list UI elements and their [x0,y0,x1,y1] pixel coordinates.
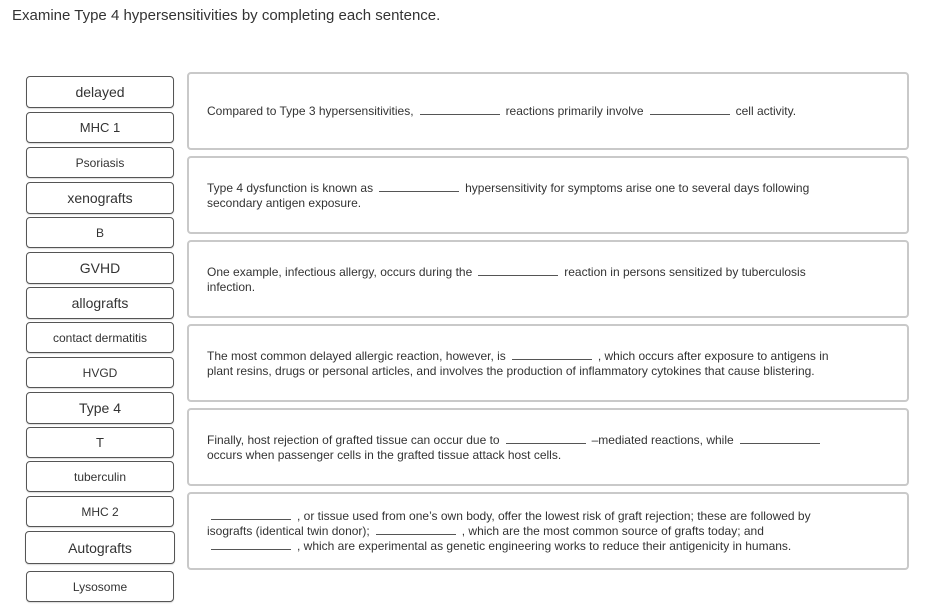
answer-blank[interactable] [379,181,459,192]
answer-blank[interactable] [506,433,586,444]
sentence-2: Type 4 dysfunction is known as hypersensitivity for symptoms arise one to several days following secondary antigen exposure. [207,181,810,210]
sentence-panel-6 [187,492,909,570]
sentence-3: One example, infectious allergy, occurs during the reaction in persons sensitized by tuberculosis infection. [207,265,806,294]
answer-blank[interactable] [650,104,730,115]
sentence-5: Finally, host rejection of grafted tissue can occur due to –mediated reactions, whileoccurs when passenger cells in the grafted tissue attack host cells. [207,433,847,463]
sentence-6: , or tissue used from one’s own body, offer the lowest risk of graft rejection; these are followed by isografts (identical twin donor); , which are the most common source of grafts today; and, which are experimental as genetic engineering works to reduce their antigenicity in humans. [207,509,811,553]
word-chip-xenografts[interactable]: xenografts [26,182,174,214]
sentence-panel-2 [187,156,909,234]
sentence-1: Compared to Type 3 hypersensitivities, reactions primarily involve cell activity. [207,104,797,118]
word-chip-mhc1[interactable]: MHC 1 [26,112,174,143]
word-chip-gvhd[interactable]: GVHD [26,252,174,284]
sentence-4: The most common delayed allergic reaction, however, is , which occurs after exposure to antigens in plant resins, drugs or personal articles, and involves the production of inflammatory cytokines that cause blistering. [207,349,829,378]
answer-blank[interactable] [420,104,500,115]
word-chip-hvgd[interactable]: HVGD [26,357,174,388]
word-chip-tuberculin[interactable]: tuberculin [26,461,174,492]
word-chip-autografts[interactable]: Autografts [25,531,175,564]
word-chip-type4[interactable]: Type 4 [26,392,174,424]
word-chip-allografts[interactable]: allografts [26,287,174,319]
answer-blank[interactable] [478,265,558,276]
answer-blank[interactable] [740,433,820,444]
sentence-panel-4 [187,324,909,402]
word-chip-delayed[interactable]: delayed [26,76,174,108]
answer-blank[interactable] [211,509,291,520]
word-chip-mhc2[interactable]: MHC 2 [26,496,174,527]
word-chip-psoriasis[interactable]: Psoriasis [26,147,174,178]
instructions: Examine Type 4 hypersensitivities by completing each sentence. [12,7,441,24]
sentence-panel-3 [187,240,909,318]
word-chip-lysosome[interactable]: Lysosome [26,571,174,602]
answer-blank[interactable] [512,349,592,360]
word-chip-t[interactable]: T [26,427,174,458]
answer-blank[interactable] [376,524,456,535]
word-chip-b[interactable]: B [26,217,174,248]
answer-blank[interactable] [211,539,291,550]
sentence-panel-1 [187,72,909,150]
word-chip-contact-dermatitis[interactable]: contact dermatitis [26,322,174,353]
sentence-panel-5 [187,408,909,486]
